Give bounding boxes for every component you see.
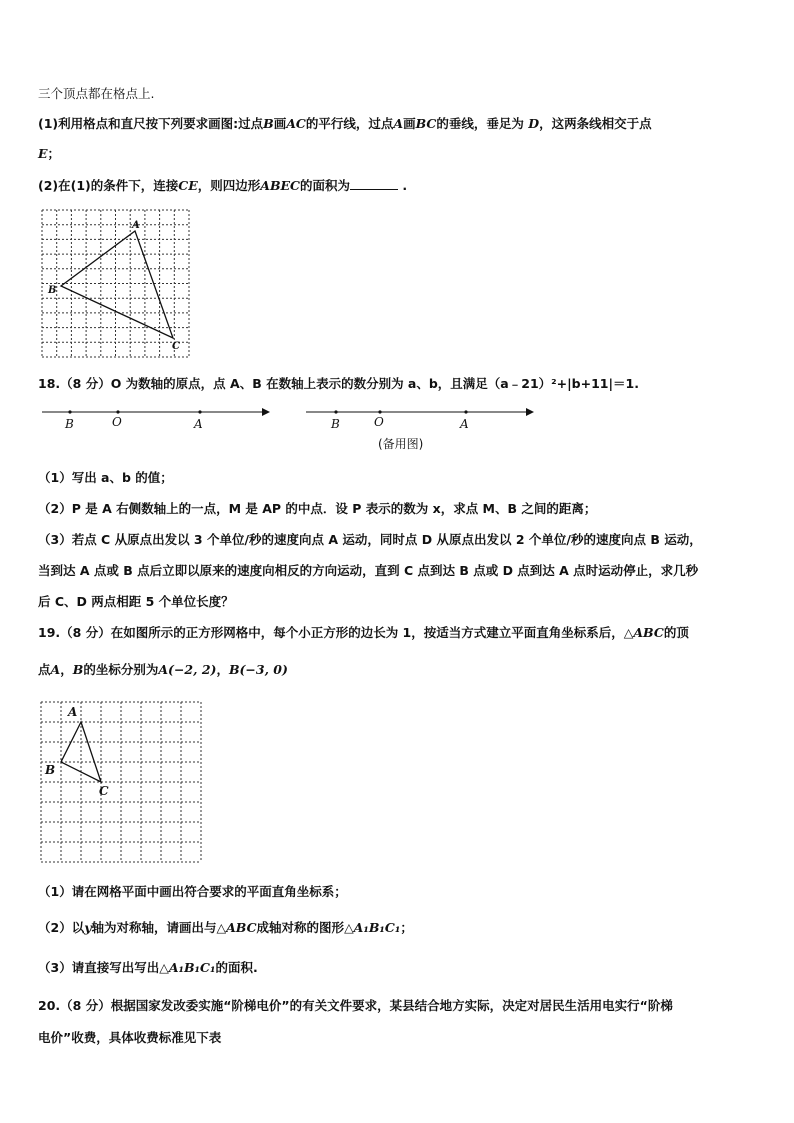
- q19-label-C: C: [99, 784, 109, 798]
- q17-grid-figure: [42, 210, 192, 360]
- q19-stem-line2: 点A，B的坐标分别为A(−2, 2)，B(−3, 0): [38, 662, 288, 677]
- q18-sub3-line3: 后 C、D 两点相距 5 个单位长度？: [38, 594, 234, 609]
- q19-sub3: （3）请直接写出写出△A₁B₁C₁的面积.: [38, 960, 258, 975]
- q20-line1: 20.（8 分）根据国家发改委实施“阶梯电价”的有关文件要求，某县结合地方实际，决定对居民生活用电实行“阶梯: [38, 998, 673, 1013]
- q19-grid-figure: [41, 702, 203, 864]
- q18-stem: 18.（8 分）O 为数轴的原点，点 A、B 在数轴上表示的数分别为 a、b，且满足（a﹣21）²+|b+11|＝1.: [38, 376, 639, 391]
- q17-part1: (1)利用格点和直尺按下列要求画图:过点B画AC的平行线，过点A画BC的垂线，垂足为 D，这两条线相交于点: [38, 116, 652, 131]
- line2-label-B: B: [331, 417, 340, 431]
- q19-label-A: A: [68, 705, 78, 719]
- line2-label-O: O: [374, 415, 384, 429]
- q19-label-B: B: [45, 763, 56, 777]
- q19-stem: 19.（8 分）在如图所示的正方形网格中，每个小正方形的边长为 1，按适当方式建立平面直角坐标系后，△ABC的顶: [38, 625, 689, 640]
- line1-label-B: B: [65, 417, 74, 431]
- q18-spare-number-line: [304, 404, 536, 434]
- intro-text: 三个顶点都在格点上.: [38, 86, 155, 101]
- spare-figure-caption: (备用图): [378, 437, 424, 451]
- q18-sub3-line2: 当到达 A 点或 B 点后立即以原来的速度向相反的方向运动，直到 C 点到达 B 点或 D 点到达 A 点时运动停止，求几秒: [38, 563, 699, 578]
- line1-label-O: O: [112, 415, 122, 429]
- q17-part2: (2)在(1)的条件下，连接CE，则四边形ABEC的面积为 .: [38, 178, 408, 193]
- q18-sub2: （2）P 是 A 右侧数轴上的一点，M 是 AP 的中点．设 P 表示的数为 x，求点 M、B 之间的距离；: [38, 501, 597, 516]
- q20-line2: 电价”收费，具体收费标准见下表: [38, 1030, 222, 1045]
- q19-grid: [41, 702, 201, 862]
- q19-sub1: （1）请在网格平面中画出符合要求的平面直角坐标系；: [38, 884, 347, 899]
- q18-sub3-line1: （3）若点 C 从原点出发以 3 个单位/秒的速度向点 A 运动，同时点 D 从原点出发以 2 个单位/秒的速度向点 B 运动，: [38, 532, 702, 547]
- q17-part1-cont: E；: [38, 146, 61, 161]
- q18-number-line: [40, 404, 270, 434]
- line2-label-A: A: [460, 417, 469, 431]
- q19-sub2: （2）以y轴为对称轴，请画出与△ABC成轴对称的图形△A₁B₁C₁；: [38, 920, 413, 935]
- q17-triangle: [61, 231, 173, 338]
- q17-label-B: B: [48, 285, 57, 296]
- answer-blank: [350, 177, 398, 190]
- q17-label-A: A: [132, 220, 140, 231]
- q17-label-C: C: [172, 341, 180, 352]
- line1-label-A: A: [194, 417, 203, 431]
- q18-sub1: （1）写出 a、b 的值；: [38, 470, 173, 485]
